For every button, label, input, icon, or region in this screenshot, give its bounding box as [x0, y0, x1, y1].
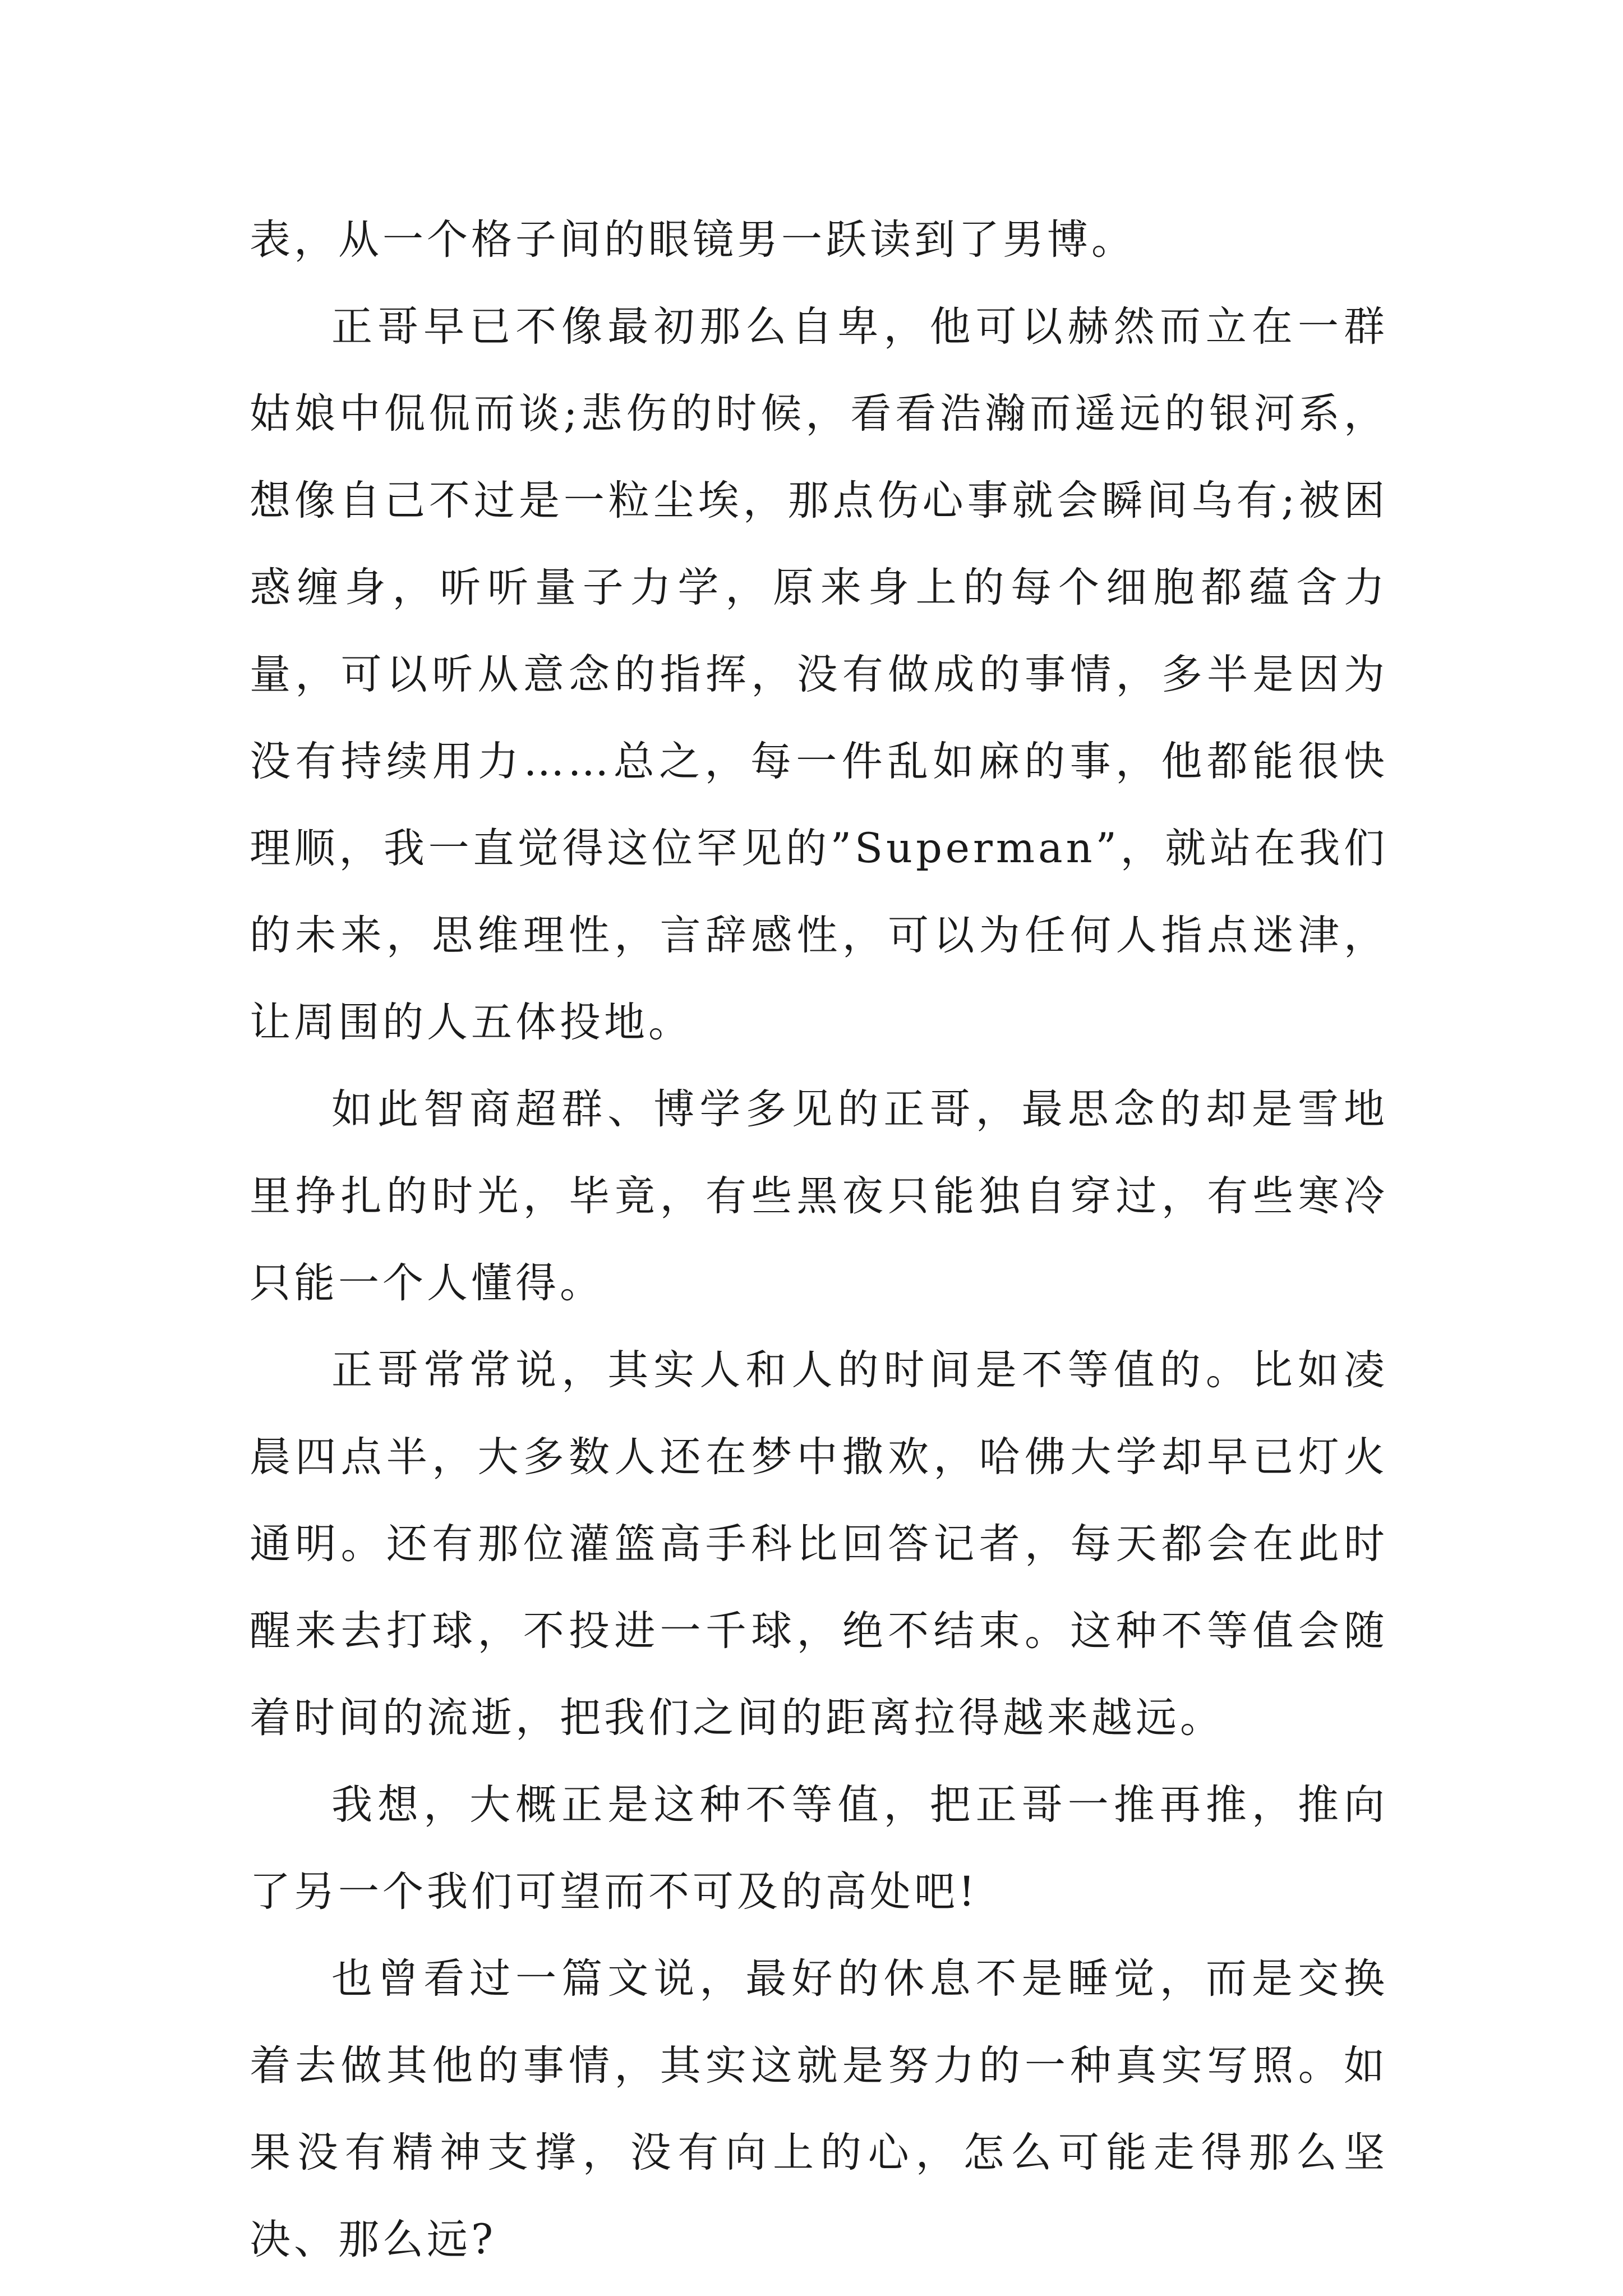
paragraph: 也曾看过一篇文说，最好的休息不是睡觉，而是交换着去做其他的事情，其实这就是努力的一种真实写照。如果没有精神支撑，没有向上的心，怎么可能走得那么坚决、那么远? — [250, 1955, 1388, 2263]
body-text — [250, 196, 1388, 2283]
paragraph: 我想，大概正是这种不等值，把正哥一推再推，推向了另一个我们可望而不可及的高处吧! — [250, 1781, 1388, 1916]
paragraph: 正哥常常说，其实人和人的时间是不等值的。比如凌晨四点半，大多数人还在梦中撒欢，哈佛大学却早已灯火通明。还有那位灌篮高手科比回答记者，每天都会在此时醒来去打球，不投进一千球，绝不结束。这种不等值会随着时间的流逝，把我们之间的距离拉得越来越远。 — [250, 1346, 1388, 1742]
paragraph: 如此智商超群、博学多见的正哥，最思念的却是雪地里挣扎的时光，毕竟，有些黑夜只能独自穿过，有些寒冷只能一个人懂得。 — [250, 1085, 1388, 1307]
paragraph: 正哥早已不像最初那么自卑，他可以赫然而立在一群姑娘中侃侃而谈;悲伤的时候，看看浩瀚而遥远的银河系，想像自己不过是一粒尘埃，那点伤心事就会瞬间乌有;被困惑缠身，听听量子力学，原来身上的每个细胞都蕴含力量，可以听从意念的指挥，没有做成的事情，多半是因为没有持续用力……总之，每一件乱如麻的事，他都能很快理顺，我一直觉得这位罕见的”Superman”，就站在我们的未来，思维理性，言辞感性，可以为任何人指点迷津，让周围的人五体投地。 — [250, 303, 1388, 1046]
paragraph: 表，从一个格子间的眼镜男一跃读到了男博。 — [250, 216, 1136, 264]
